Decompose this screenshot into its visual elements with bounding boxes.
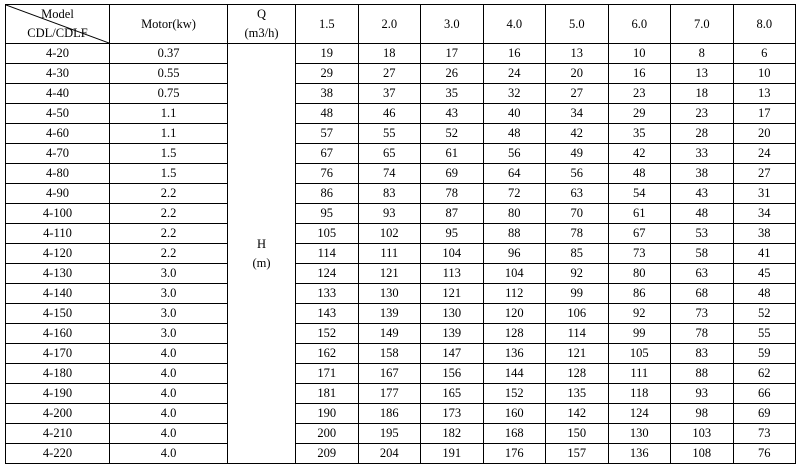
table-row <box>6 44 796 64</box>
head-value-cell: 35 <box>608 124 671 144</box>
pump-performance-sheet <box>0 4 800 460</box>
head-value-cell: 78 <box>546 224 609 244</box>
model-cell: 4-60 <box>6 124 110 144</box>
head-value-cell: 152 <box>296 324 359 344</box>
model-cell: 4-130 <box>6 264 110 284</box>
flow-column-header: 6.0 <box>608 5 671 44</box>
table-row <box>6 84 796 104</box>
motor-cell: 1.1 <box>110 124 228 144</box>
head-value-cell: 24 <box>733 144 796 164</box>
head-value-cell: 72 <box>483 184 546 204</box>
head-value-cell: 69 <box>421 164 484 184</box>
head-value-cell: 103 <box>671 424 734 444</box>
head-value-cell: 177 <box>358 384 421 404</box>
table-row <box>6 104 796 124</box>
head-value-cell: 48 <box>608 164 671 184</box>
head-value-cell: 99 <box>546 284 609 304</box>
head-value-cell: 136 <box>483 344 546 364</box>
head-value-cell: 40 <box>483 104 546 124</box>
head-value-cell: 98 <box>671 404 734 424</box>
head-value-cell: 83 <box>671 344 734 364</box>
head-value-cell: 38 <box>733 224 796 244</box>
head-value-cell: 48 <box>483 124 546 144</box>
head-value-cell: 6 <box>733 44 796 64</box>
model-cell: 4-160 <box>6 324 110 344</box>
head-value-cell: 105 <box>608 344 671 364</box>
model-header-cell <box>6 5 110 44</box>
head-value-cell: 27 <box>358 64 421 84</box>
head-value-cell: 147 <box>421 344 484 364</box>
head-value-cell: 19 <box>296 44 359 64</box>
head-value-cell: 95 <box>421 224 484 244</box>
head-value-cell: 106 <box>546 304 609 324</box>
motor-cell: 3.0 <box>110 324 228 344</box>
motor-cell: 2.2 <box>110 244 228 264</box>
model-cell: 4-190 <box>6 384 110 404</box>
motor-cell: 0.75 <box>110 84 228 104</box>
head-value-cell: 95 <box>296 204 359 224</box>
head-value-cell: 42 <box>608 144 671 164</box>
model-cell: 4-220 <box>6 444 110 464</box>
motor-cell: 4.0 <box>110 444 228 464</box>
head-value-cell: 63 <box>671 264 734 284</box>
head-value-cell: 48 <box>733 284 796 304</box>
head-value-cell: 23 <box>608 84 671 104</box>
head-value-cell: 150 <box>546 424 609 444</box>
head-value-cell: 158 <box>358 344 421 364</box>
head-value-cell: 49 <box>546 144 609 164</box>
head-value-cell: 124 <box>608 404 671 424</box>
model-cell: 4-150 <box>6 304 110 324</box>
head-value-cell: 18 <box>358 44 421 64</box>
table-row <box>6 224 796 244</box>
head-value-cell: 61 <box>421 144 484 164</box>
head-value-cell: 80 <box>483 204 546 224</box>
head-value-cell: 20 <box>546 64 609 84</box>
motor-cell: 4.0 <box>110 404 228 424</box>
head-value-cell: 67 <box>608 224 671 244</box>
head-value-cell: 136 <box>608 444 671 464</box>
motor-cell: 2.2 <box>110 224 228 244</box>
model-cell: 4-80 <box>6 164 110 184</box>
motor-cell: 4.0 <box>110 424 228 444</box>
head-value-cell: 55 <box>358 124 421 144</box>
head-value-cell: 29 <box>296 64 359 84</box>
head-value-cell: 17 <box>421 44 484 64</box>
head-value-cell: 67 <box>296 144 359 164</box>
head-value-cell: 200 <box>296 424 359 444</box>
head-value-cell: 48 <box>296 104 359 124</box>
head-value-cell: 16 <box>483 44 546 64</box>
head-value-cell: 31 <box>733 184 796 204</box>
head-value-cell: 86 <box>608 284 671 304</box>
flow-header-cell <box>228 5 296 44</box>
head-value-cell: 85 <box>546 244 609 264</box>
head-value-cell: 62 <box>733 364 796 384</box>
head-value-cell: 17 <box>733 104 796 124</box>
head-value-cell: 93 <box>671 384 734 404</box>
head-value-cell: 16 <box>608 64 671 84</box>
table-header-row <box>6 5 796 44</box>
head-value-cell: 121 <box>358 264 421 284</box>
head-value-cell: 45 <box>733 264 796 284</box>
head-value-cell: 108 <box>671 444 734 464</box>
head-value-cell: 182 <box>421 424 484 444</box>
table-row <box>6 264 796 284</box>
head-value-cell: 53 <box>671 224 734 244</box>
head-value-cell: 118 <box>608 384 671 404</box>
model-cell: 4-120 <box>6 244 110 264</box>
head-value-cell: 128 <box>483 324 546 344</box>
table-row <box>6 324 796 344</box>
table-row <box>6 204 796 224</box>
head-unit-label: (m) <box>252 255 271 270</box>
head-value-cell: 167 <box>358 364 421 384</box>
head-value-cell: 70 <box>546 204 609 224</box>
head-value-cell: 92 <box>546 264 609 284</box>
head-value-cell: 26 <box>421 64 484 84</box>
head-value-cell: 23 <box>671 104 734 124</box>
head-value-cell: 27 <box>546 84 609 104</box>
head-value-cell: 68 <box>671 284 734 304</box>
flow-column-header: 3.0 <box>421 5 484 44</box>
head-value-cell: 80 <box>608 264 671 284</box>
table-row <box>6 124 796 144</box>
head-value-cell: 54 <box>608 184 671 204</box>
model-cell: 4-170 <box>6 344 110 364</box>
model-cell: 4-70 <box>6 144 110 164</box>
table-row <box>6 144 796 164</box>
motor-header-cell: Motor(kw) <box>110 5 228 44</box>
head-value-cell: 73 <box>733 424 796 444</box>
head-value-cell: 52 <box>421 124 484 144</box>
head-value-cell: 93 <box>358 204 421 224</box>
head-value-cell: 111 <box>608 364 671 384</box>
head-value-cell: 61 <box>608 204 671 224</box>
motor-cell: 0.55 <box>110 64 228 84</box>
head-value-cell: 73 <box>608 244 671 264</box>
table-row <box>6 384 796 404</box>
head-value-cell: 121 <box>546 344 609 364</box>
head-value-cell: 157 <box>546 444 609 464</box>
head-value-cell: 128 <box>546 364 609 384</box>
table-row <box>6 364 796 384</box>
table-row <box>6 424 796 444</box>
head-value-cell: 111 <box>358 244 421 264</box>
head-value-cell: 8 <box>671 44 734 64</box>
head-value-cell: 78 <box>421 184 484 204</box>
head-value-cell: 87 <box>421 204 484 224</box>
head-value-cell: 139 <box>358 304 421 324</box>
head-value-cell: 130 <box>608 424 671 444</box>
head-value-cell: 105 <box>296 224 359 244</box>
head-value-cell: 48 <box>671 204 734 224</box>
head-value-cell: 99 <box>608 324 671 344</box>
motor-cell: 3.0 <box>110 284 228 304</box>
head-value-cell: 160 <box>483 404 546 424</box>
head-value-cell: 32 <box>483 84 546 104</box>
head-value-cell: 204 <box>358 444 421 464</box>
model-code-label: CDL/CDLF <box>27 26 88 40</box>
head-value-cell: 156 <box>421 364 484 384</box>
motor-cell: 2.2 <box>110 184 228 204</box>
head-value-cell: 104 <box>483 264 546 284</box>
model-cell: 4-20 <box>6 44 110 64</box>
model-cell: 4-90 <box>6 184 110 204</box>
head-value-cell: 52 <box>733 304 796 324</box>
head-value-cell: 56 <box>546 164 609 184</box>
head-value-cell: 29 <box>608 104 671 124</box>
head-value-cell: 102 <box>358 224 421 244</box>
head-value-cell: 59 <box>733 344 796 364</box>
head-value-cell: 76 <box>296 164 359 184</box>
head-value-cell: 142 <box>546 404 609 424</box>
head-value-cell: 10 <box>608 44 671 64</box>
model-cell: 4-180 <box>6 364 110 384</box>
head-value-cell: 73 <box>671 304 734 324</box>
head-value-cell: 42 <box>546 124 609 144</box>
model-header-split <box>6 5 109 43</box>
head-value-cell: 88 <box>671 364 734 384</box>
motor-cell: 1.1 <box>110 104 228 124</box>
head-value-cell: 173 <box>421 404 484 424</box>
motor-cell: 4.0 <box>110 344 228 364</box>
head-value-cell: 55 <box>733 324 796 344</box>
head-value-cell: 130 <box>421 304 484 324</box>
head-value-cell: 96 <box>483 244 546 264</box>
head-value-cell: 13 <box>733 84 796 104</box>
table-row <box>6 184 796 204</box>
head-value-cell: 168 <box>483 424 546 444</box>
table-row <box>6 164 796 184</box>
head-value-cell: 149 <box>358 324 421 344</box>
head-value-cell: 114 <box>296 244 359 264</box>
head-value-cell: 144 <box>483 364 546 384</box>
head-value-cell: 139 <box>421 324 484 344</box>
head-value-cell: 176 <box>483 444 546 464</box>
head-value-cell: 143 <box>296 304 359 324</box>
head-value-cell: 130 <box>358 284 421 304</box>
head-value-cell: 58 <box>671 244 734 264</box>
head-value-cell: 83 <box>358 184 421 204</box>
head-value-cell: 120 <box>483 304 546 324</box>
head-value-cell: 195 <box>358 424 421 444</box>
head-value-cell: 18 <box>671 84 734 104</box>
head-value-cell: 28 <box>671 124 734 144</box>
flow-column-header: 7.0 <box>671 5 734 44</box>
motor-cell: 1.5 <box>110 144 228 164</box>
head-symbol-label: H <box>256 236 267 251</box>
flow-column-header: 4.0 <box>483 5 546 44</box>
head-unit-cell <box>228 44 296 464</box>
head-value-cell: 209 <box>296 444 359 464</box>
head-value-cell: 66 <box>733 384 796 404</box>
head-value-cell: 78 <box>671 324 734 344</box>
model-cell: 4-210 <box>6 424 110 444</box>
head-value-cell: 46 <box>358 104 421 124</box>
flow-unit-label: (m3/h) <box>244 26 279 40</box>
table-row <box>6 444 796 464</box>
head-value-cell: 135 <box>546 384 609 404</box>
head-value-cell: 74 <box>358 164 421 184</box>
head-value-cell: 114 <box>546 324 609 344</box>
motor-cell: 3.0 <box>110 304 228 324</box>
head-value-cell: 181 <box>296 384 359 404</box>
model-cell: 4-110 <box>6 224 110 244</box>
model-cell: 4-40 <box>6 84 110 104</box>
head-value-cell: 104 <box>421 244 484 264</box>
head-value-cell: 162 <box>296 344 359 364</box>
head-value-cell: 165 <box>421 384 484 404</box>
model-cell: 4-100 <box>6 204 110 224</box>
head-value-cell: 35 <box>421 84 484 104</box>
motor-cell: 3.0 <box>110 264 228 284</box>
head-value-cell: 43 <box>671 184 734 204</box>
head-value-cell: 121 <box>421 284 484 304</box>
flow-column-header: 5.0 <box>546 5 609 44</box>
table-row <box>6 404 796 424</box>
table-row <box>6 244 796 264</box>
model-cell: 4-140 <box>6 284 110 304</box>
table-row <box>6 64 796 84</box>
head-value-cell: 43 <box>421 104 484 124</box>
head-value-cell: 37 <box>358 84 421 104</box>
head-value-cell: 69 <box>733 404 796 424</box>
flow-column-header: 2.0 <box>358 5 421 44</box>
head-value-cell: 33 <box>671 144 734 164</box>
motor-cell: 1.5 <box>110 164 228 184</box>
flow-symbol-label: Q <box>256 7 267 21</box>
motor-cell: 0.37 <box>110 44 228 64</box>
head-value-cell: 92 <box>608 304 671 324</box>
head-value-cell: 38 <box>671 164 734 184</box>
head-value-cell: 27 <box>733 164 796 184</box>
head-value-cell: 124 <box>296 264 359 284</box>
head-value-cell: 34 <box>733 204 796 224</box>
head-value-cell: 13 <box>671 64 734 84</box>
head-value-cell: 10 <box>733 64 796 84</box>
head-value-cell: 41 <box>733 244 796 264</box>
head-value-cell: 190 <box>296 404 359 424</box>
head-value-cell: 86 <box>296 184 359 204</box>
head-value-cell: 152 <box>483 384 546 404</box>
head-value-cell: 57 <box>296 124 359 144</box>
head-value-cell: 65 <box>358 144 421 164</box>
head-value-cell: 34 <box>546 104 609 124</box>
head-value-cell: 64 <box>483 164 546 184</box>
head-value-cell: 56 <box>483 144 546 164</box>
head-value-cell: 63 <box>546 184 609 204</box>
model-cell: 4-30 <box>6 64 110 84</box>
motor-cell: 4.0 <box>110 364 228 384</box>
model-cell: 4-50 <box>6 104 110 124</box>
head-value-cell: 24 <box>483 64 546 84</box>
head-value-cell: 88 <box>483 224 546 244</box>
model-label: Model <box>41 7 74 21</box>
head-value-cell: 191 <box>421 444 484 464</box>
motor-cell: 2.2 <box>110 204 228 224</box>
model-cell: 4-200 <box>6 404 110 424</box>
head-value-cell: 76 <box>733 444 796 464</box>
pump-performance-table <box>5 4 796 464</box>
motor-cell: 4.0 <box>110 384 228 404</box>
head-value-cell: 13 <box>546 44 609 64</box>
table-row <box>6 344 796 364</box>
flow-column-header: 1.5 <box>296 5 359 44</box>
head-value-cell: 38 <box>296 84 359 104</box>
head-value-cell: 112 <box>483 284 546 304</box>
head-value-cell: 20 <box>733 124 796 144</box>
head-value-cell: 133 <box>296 284 359 304</box>
table-row <box>6 304 796 324</box>
flow-column-header: 8.0 <box>733 5 796 44</box>
head-value-cell: 186 <box>358 404 421 424</box>
head-value-cell: 171 <box>296 364 359 384</box>
table-row <box>6 284 796 304</box>
head-value-cell: 113 <box>421 264 484 284</box>
